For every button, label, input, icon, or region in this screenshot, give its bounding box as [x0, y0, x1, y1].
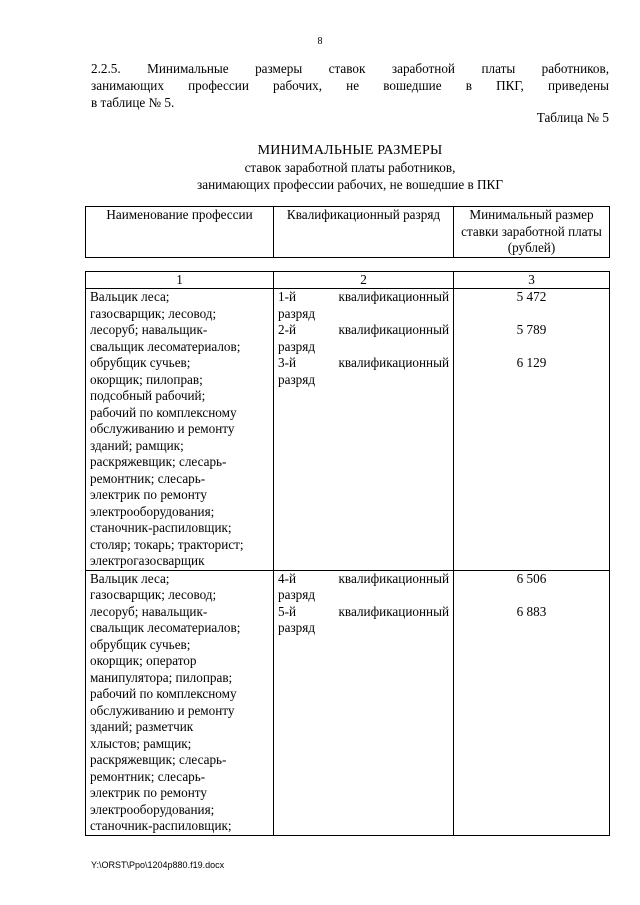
qualification-item: [278, 289, 449, 322]
profession-line: раскряжевщик; слесарь-: [90, 454, 227, 469]
profession-line: ремонтник; слесарь-: [90, 470, 206, 486]
profession-line: обслуживанию и ремонту: [90, 421, 235, 436]
intro-line: в таблице № 5.: [91, 95, 175, 110]
qualification-grade: 2-й квалификационный: [278, 322, 449, 337]
qualification-item: [278, 322, 449, 355]
profession-line: свальщик лесоматериалов;: [90, 338, 241, 354]
salary-value: 6 883: [516, 603, 547, 619]
profession-line: газосварщик; лесовод;: [90, 587, 217, 602]
heading-sub: занимающих профессии рабочих, не вошедшие в ПКГ: [197, 177, 503, 192]
profession-line: обрубщик сучьев;: [90, 355, 191, 370]
qualification-grade: 1-й квалификационный: [278, 289, 449, 304]
profession-line: обслуживанию и ремонту: [90, 702, 235, 718]
qualification-grade-suffix: разряд: [278, 587, 316, 602]
qualification-grade-suffix: разряд: [278, 620, 316, 635]
profession-line: подсобный рабочий;: [90, 388, 206, 403]
profession-line: рабочий по комплексному: [90, 686, 237, 701]
profession-line: раскряжевщик; слесарь-: [90, 752, 227, 767]
header-row: [86, 207, 610, 258]
profession-line: станочник-распиловщик;: [90, 520, 232, 535]
profession-line: лесоруб; навальщик-: [90, 322, 208, 337]
qualification-item: [278, 355, 449, 388]
profession-line: рабочий по комплексному: [90, 404, 237, 420]
qualification-cell: [274, 289, 454, 571]
column-number: 1: [86, 272, 274, 289]
heading-sub: ставок заработной платы работников,: [244, 160, 456, 175]
profession-line: окорщик; оператор: [90, 653, 197, 668]
profession-line: электрооборудования;: [90, 801, 215, 817]
profession-line: электрик по ремонту: [90, 487, 207, 502]
salary-value: 5 789: [516, 322, 547, 337]
profession-cell: [86, 570, 274, 835]
profession-line: зданий; рамщик;: [90, 437, 184, 453]
qualification-item: [278, 571, 449, 604]
header-profession: Наименование профессии: [86, 207, 274, 258]
profession-line: Вальцик леса;: [90, 570, 170, 586]
profession-line: зданий; разметчик: [90, 719, 194, 734]
file-path-footer: Y:\ORST\Ppo\1204p880.f19.docx: [91, 860, 225, 870]
table-heading: [91, 142, 609, 193]
qualification-grade: 3-й квалификационный: [278, 355, 449, 370]
profession-line: Вальцик леса;: [90, 289, 170, 304]
profession-line: хлыстов; рамщик;: [90, 735, 192, 751]
qualification-grade-suffix: разряд: [278, 371, 316, 387]
profession-cell: [86, 289, 274, 571]
qualification-grade: 5-й квалификационный: [278, 603, 449, 619]
intro-line: занимающих профессии рабочих, не вошедшие в ПКГ, приведены: [91, 78, 609, 93]
qualification-grade-suffix: разряд: [278, 305, 316, 321]
table-row: [86, 289, 610, 571]
salary-cell: [454, 570, 610, 835]
column-number: 2: [274, 272, 454, 289]
qualification-item: [278, 604, 449, 637]
table-number-label: Таблица № 5: [536, 110, 609, 125]
profession-line: электрооборудования;: [90, 503, 215, 519]
profession-line: окорщик; пилоправ;: [90, 371, 203, 387]
heading-main: МИНИМАЛЬНЫЕ РАЗМЕРЫ: [257, 143, 443, 158]
salary-value: 6 129: [516, 355, 547, 370]
salary-table: [85, 271, 610, 836]
profession-line: манипулятора; пилоправ;: [90, 669, 233, 685]
profession-line: электрогазосварщик: [90, 553, 205, 568]
header-table: [85, 206, 610, 258]
intro-line: 2.2.5. Минимальные размеры ставок заработной платы работников,: [91, 61, 609, 76]
salary-cell: [454, 289, 610, 571]
intro-paragraph: [91, 60, 609, 111]
header-salary: Минимальный размер ставки заработной платы (рублей): [454, 207, 610, 258]
qualification-grade: 4-й квалификационный: [278, 570, 449, 586]
column-number: 3: [454, 272, 610, 289]
profession-line: обрубщик сучьев;: [90, 636, 191, 652]
header-qualification: Квалификационный разряд: [274, 207, 454, 258]
page-number: 8: [317, 36, 323, 47]
profession-line: электрик по ремонту: [90, 785, 207, 800]
profession-line: лесоруб; навальщик-: [90, 603, 208, 619]
qualification-grade-suffix: разряд: [278, 338, 316, 354]
column-number-row: [86, 272, 610, 289]
profession-line: газосварщик; лесовод;: [90, 305, 217, 321]
profession-line: станочник-распиловщик;: [90, 818, 232, 833]
profession-line: столяр; токарь; тракторист;: [90, 536, 244, 552]
salary-value: 5 472: [516, 289, 547, 304]
profession-line: свальщик лесоматериалов;: [90, 620, 241, 635]
profession-line: ремонтник; слесарь-: [90, 768, 206, 784]
qualification-cell: [274, 570, 454, 835]
table-row: [86, 570, 610, 835]
salary-value: 6 506: [516, 570, 547, 586]
